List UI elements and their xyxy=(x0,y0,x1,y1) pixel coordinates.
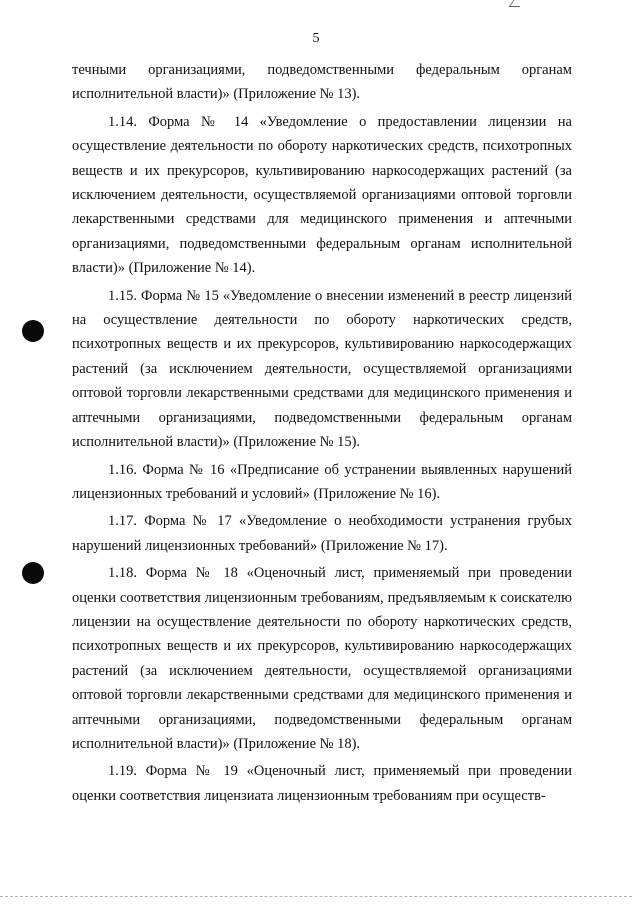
paragraph-1-18: 1.18. Форма № 18 «Оценочный лист, применяемый при проведении оценки соответствия лицензионным требованиям, предъявляемым к соискателю лицензии на осуществление деятельности по обороту наркотических средств, психотропных веществ и их прекурсоров, культивированию наркосодержащих растений (за исключением деятельности, осуществляемой организациями оптовой торговли лекарственными средствами для медицинского применения и аптечными организациями, подведомственными федеральным органам исполнительной власти)» (Приложение № 18). xyxy=(72,565,572,752)
page-bottom-edge xyxy=(0,896,632,897)
paragraph-1-16: 1.16. Форма № 16 «Предписание об устранении выявленных нарушений лицензионных требований и условий» (Приложение № 16). xyxy=(72,461,572,502)
paragraph-continuation-1-13: течными организациями, подведомственными федеральным органам исполнительной власти)» (Приложение № 13). xyxy=(72,62,572,103)
punch-hole-upper xyxy=(22,320,44,342)
paragraph-1-15: 1.15. Форма № 15 «Уведомление о внесении изменений в реестр лицензий на осуществление деятельности по обороту наркотических средств, психотропных веществ и их прекурсоров, культивированию наркосодержащих растений (за исключением деятельности, осуществляемой организациями оптовой торговли лекарственными средствами для медицинского применения и аптечными организациями, подведомственными федеральным органам исполнительной власти)» (Приложение № 15). xyxy=(72,287,572,451)
paragraph-1-14: 1.14. Форма № 14 «Уведомление о предоставлении лицензии на осуществление деятельности по обороту наркотических средств, психотропных веществ и их прекурсоров, культивированию наркосодержащих растений (за исключением деятельности, осуществляемой организациями оптовой торговли лекарственными средствами для медицинского применения и аптечными организациями, подведомственными федеральным органам исполнительной власти)» (Приложение № 14). xyxy=(72,113,572,277)
document-body xyxy=(72,58,572,808)
punch-hole-lower xyxy=(22,562,44,584)
corner-pen-mark xyxy=(509,0,525,7)
paragraph-1-17: 1.17. Форма № 17 «Уведомление о необходимости устранения грубых нарушений лицензионных требований» (Приложение № 17). xyxy=(72,513,572,554)
paragraph-1-19: 1.19. Форма № 19 «Оценочный лист, применяемый при проведении оценки соответствия лицензиата лицензионным требованиям при осуществ- xyxy=(72,763,572,804)
page-number: 5 xyxy=(312,31,320,46)
